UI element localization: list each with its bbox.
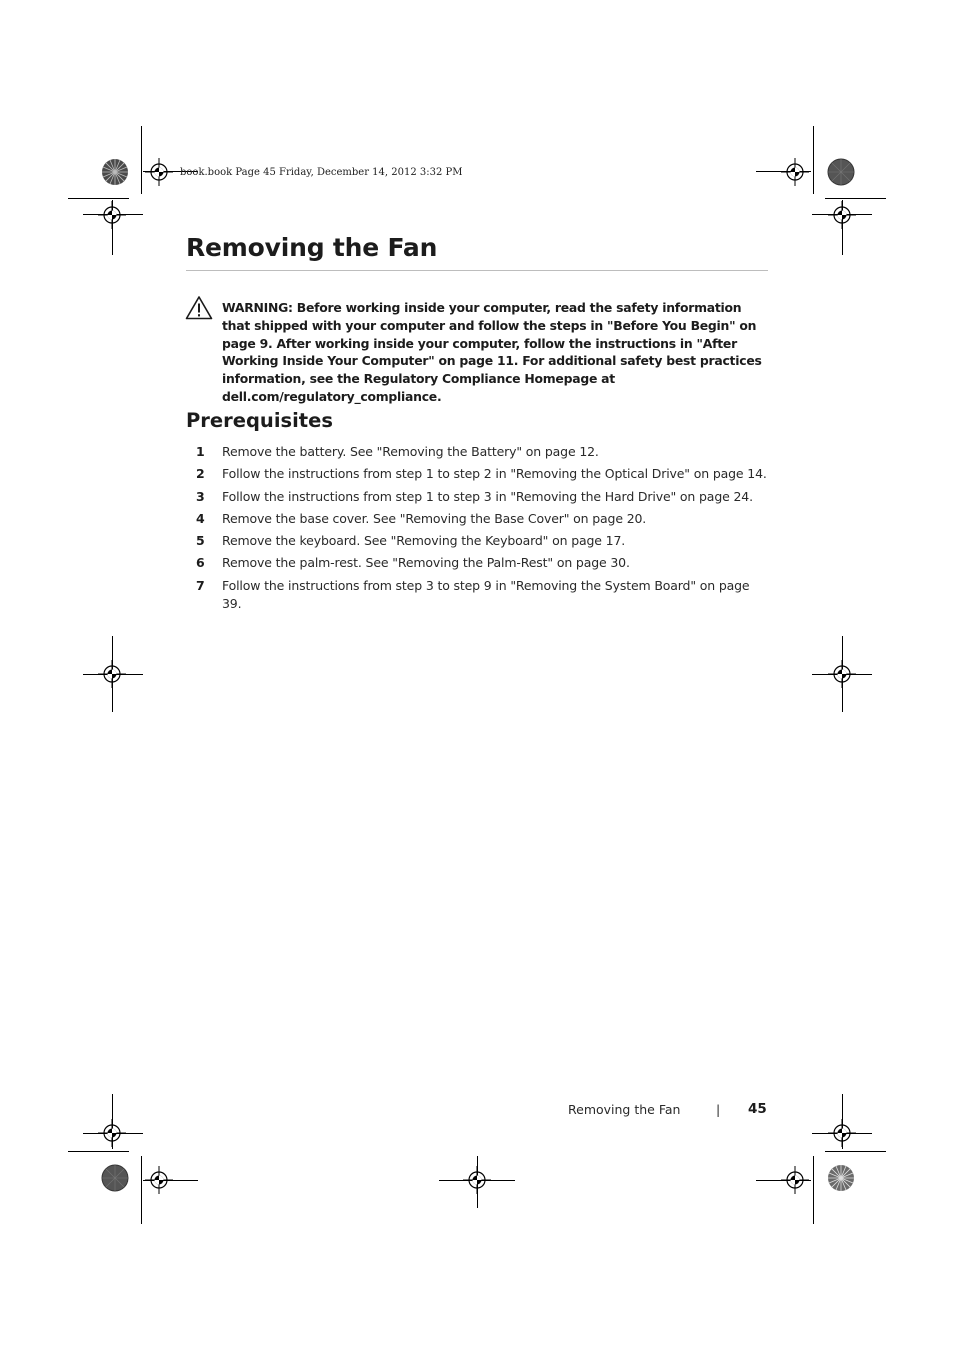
step-number: 1 [196,444,205,459]
registration-mark-icon [97,659,127,689]
registration-mark-icon [462,1165,492,1195]
list-item [186,465,771,483]
registration-mark-icon [780,1165,810,1195]
step-text: Remove the battery. See "Removing the Battery" on page 12. [222,444,599,459]
step-text: Remove the base cover. See "Removing the Base Cover" on page 20. [222,510,647,526]
step-text: Follow the instructions from step 1 to step 3 in "Removing the Hard Drive" on page 24. [222,488,753,504]
list-item [186,443,771,461]
step-number: 3 [196,488,205,504]
crop-mark-line [825,1151,886,1152]
page-number: 45 [748,1101,767,1117]
list-item [186,554,771,572]
step-number: 4 [196,510,205,526]
prerequisite-steps [186,443,771,617]
starburst-mark-icon [100,1163,130,1193]
starburst-mark-icon [100,157,130,187]
crop-mark-line [813,126,814,194]
registration-mark-icon [780,157,810,187]
step-text: Follow the instructions from step 3 to step 9 in "Removing the System Board" on page 39. [222,577,750,611]
crop-mark-line [813,1156,814,1224]
starburst-mark-icon [826,157,856,187]
registration-mark-icon [97,1118,127,1148]
footer-chapter-label: Removing the Fan [568,1102,681,1117]
registration-mark-icon [97,200,127,230]
step-number: 7 [196,577,205,593]
registration-mark-icon [827,200,857,230]
list-item [186,532,771,550]
crop-mark-line [825,198,886,199]
footer-separator: | [716,1102,721,1117]
step-number: 6 [196,555,205,571]
step-text: Remove the keyboard. See "Removing the Keyboard" on page 17. [222,533,626,549]
crop-mark-line [141,1156,142,1224]
starburst-mark-icon [826,1163,856,1193]
crop-mark-line [68,198,129,199]
registration-mark-icon [827,659,857,689]
section-title: Prerequisites [186,409,333,432]
list-item [186,577,771,613]
warning-text: WARNING: Before working inside your computer, read the safety information that shipped with your computer and follow the steps in "Before You Begin" on page 9. After working inside your computer, follow the instructions in "After Working Inside Your Computer" on page 11. For additional safety best practices information, see the Regulatory Compliance Homepage at dell.com/regulatory_compliance. [222,300,762,404]
title-divider [186,270,768,271]
crop-mark-line [141,126,142,194]
step-number: 5 [196,533,205,549]
page-title: Removing the Fan [186,233,438,262]
registration-mark-icon [144,157,174,187]
registration-mark-icon [144,1165,174,1195]
step-text: Remove the palm-rest. See "Removing the Palm-Rest" on page 30. [222,555,630,571]
registration-mark-icon [827,1118,857,1148]
list-item [186,488,771,506]
step-text: Follow the instructions from step 1 to step 2 in "Removing the Optical Drive" on page 14. [222,466,767,482]
slug-line: book.book Page 45 Friday, December 14, 2012 3:32 PM [180,167,463,178]
crop-mark-line [68,1151,129,1152]
warning-triangle-icon [185,295,213,320]
list-item [186,510,771,528]
step-number: 2 [196,466,205,482]
